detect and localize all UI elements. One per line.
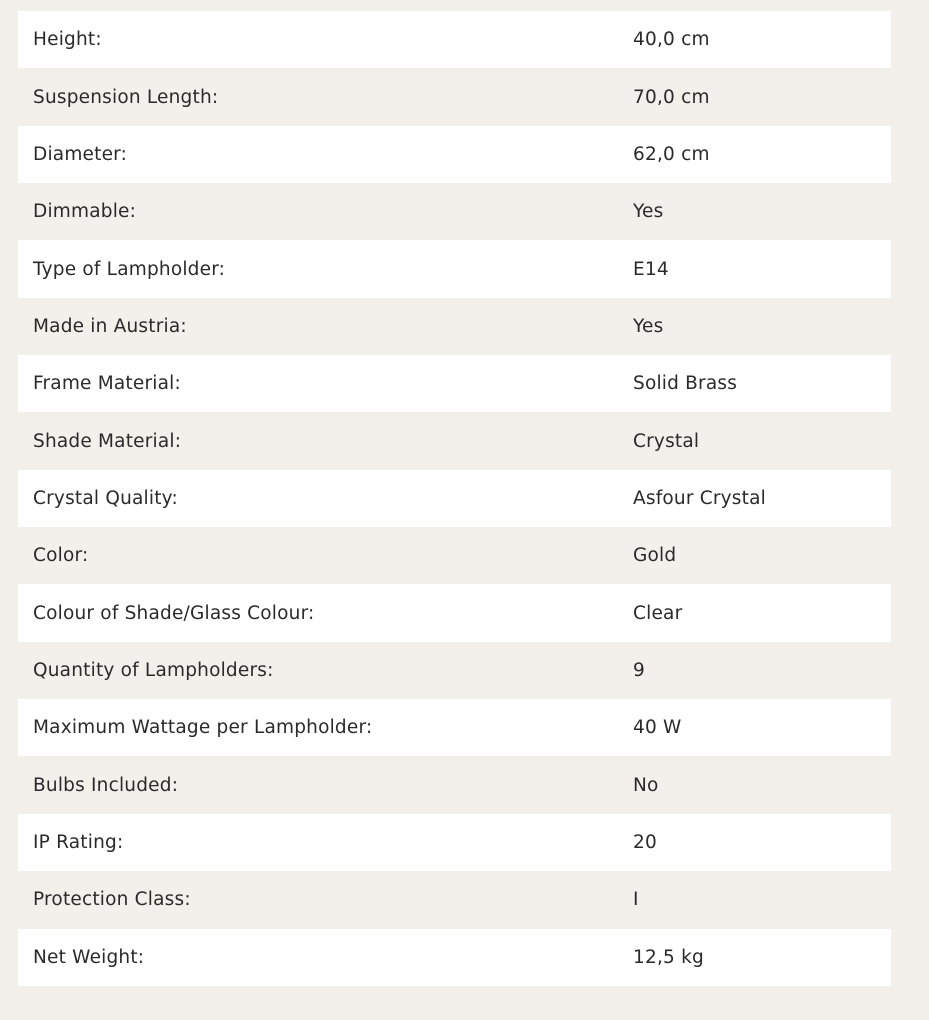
spec-label: Net Weight: bbox=[33, 946, 145, 968]
spec-value: Gold bbox=[633, 545, 677, 567]
spec-label: Crystal Quality: bbox=[33, 487, 178, 509]
spec-value: 62,0 cm bbox=[633, 143, 710, 165]
spec-label: Bulbs Included: bbox=[33, 774, 179, 796]
spec-value: Clear bbox=[633, 602, 683, 624]
spec-value: 20 bbox=[633, 831, 657, 853]
spec-row-crystal-quality bbox=[18, 470, 891, 527]
spec-row-height bbox=[18, 11, 891, 68]
spec-label: Color: bbox=[33, 545, 89, 567]
spec-row-suspension-length bbox=[18, 68, 891, 125]
spec-label: Dimmable: bbox=[33, 201, 137, 223]
spec-label: Type of Lampholder: bbox=[33, 258, 226, 280]
spec-row-lampholder-type bbox=[18, 240, 891, 297]
spec-value: E14 bbox=[633, 258, 669, 280]
spec-row-dimmable bbox=[18, 183, 891, 240]
spec-label: IP Rating: bbox=[33, 831, 124, 853]
spec-value: 40,0 cm bbox=[633, 29, 710, 51]
spec-row-made-in-austria bbox=[18, 298, 891, 355]
spec-value: 70,0 cm bbox=[633, 86, 710, 108]
spec-value: 12,5 kg bbox=[633, 946, 704, 968]
spec-label: Suspension Length: bbox=[33, 86, 219, 108]
spec-value: No bbox=[633, 774, 659, 796]
spec-label: Quantity of Lampholders: bbox=[33, 659, 274, 681]
spec-value: Solid Brass bbox=[633, 373, 738, 395]
spec-row-frame-material bbox=[18, 355, 891, 412]
spec-value: 40 W bbox=[633, 717, 682, 739]
spec-value: Asfour Crystal bbox=[633, 487, 766, 509]
spec-value: I bbox=[633, 889, 639, 911]
spec-label: Diameter: bbox=[33, 143, 128, 165]
spec-row-protection-class bbox=[18, 871, 891, 928]
spec-row-diameter bbox=[18, 126, 891, 183]
spec-label: Made in Austria: bbox=[33, 315, 187, 337]
spec-row-bulbs-included bbox=[18, 756, 891, 813]
spec-value: Crystal bbox=[633, 430, 700, 452]
spec-value: Yes bbox=[633, 201, 664, 223]
spec-row-lampholder-quantity bbox=[18, 642, 891, 699]
spec-label: Frame Material: bbox=[33, 373, 181, 395]
spec-label: Colour of Shade/Glass Colour: bbox=[33, 602, 315, 624]
specification-table bbox=[18, 11, 891, 986]
spec-label: Protection Class: bbox=[33, 889, 191, 911]
spec-value: 9 bbox=[633, 659, 645, 681]
spec-row-max-wattage bbox=[18, 699, 891, 756]
spec-row-shade-colour bbox=[18, 584, 891, 641]
spec-row-net-weight bbox=[18, 929, 891, 986]
spec-label: Maximum Wattage per Lampholder: bbox=[33, 717, 373, 739]
spec-value: Yes bbox=[633, 315, 664, 337]
spec-row-shade-material bbox=[18, 412, 891, 469]
spec-row-ip-rating bbox=[18, 814, 891, 871]
spec-row-color bbox=[18, 527, 891, 584]
spec-label: Height: bbox=[33, 29, 102, 51]
spec-label: Shade Material: bbox=[33, 430, 182, 452]
